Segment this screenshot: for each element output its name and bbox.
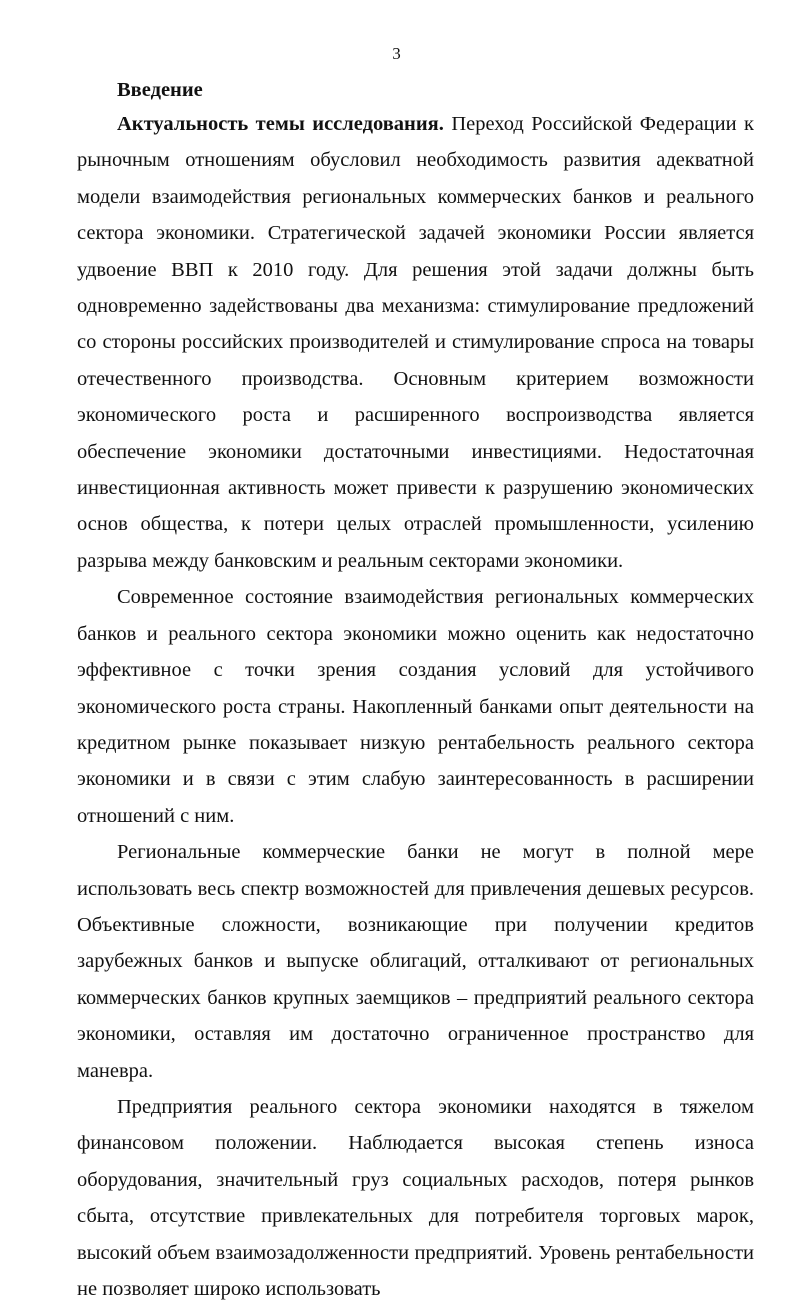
paragraph-current-state [77,579,754,834]
paragraph-text: Современное состояние взаимодействия региональных коммерческих банков и реального сектора экономики можно оценить как недостаточно эффективное с точки зрения создания условий для устойчивого экономического роста страны. Накопленный банками опыт деятельности на кредитном рынке показывает низкую рентабельность реального сектора экономики и в связи с этим слабую заинтересованность в расширении отношений с ним. [77,586,754,827]
page-content [77,74,754,1307]
paragraph-text: Переход Российской Федерации к рыночным отношениям обусловил необходимость развития адекватной модели взаимодействия региональных коммерческих банков и реального сектора экономики. Стратегической задачей экономики России является удвоение ВВП к 2010 году. Для решения этой задачи должны быть одновременно задействованы два механизма: стимулирование предложений со стороны российских производителей и стимулирование спроса на товары отечественного производства. Основным критерием возможности экономического роста и расширенного воспроизводства является обеспечение экономики достаточными инвестициями. Недостаточная инвестиционная активность может привести к разрушению экономических основ общества, к потери целых отраслей промышленности, усилению разрыва между банковским и реальным секторами экономики. [77,113,754,572]
section-heading: Введение [117,79,203,101]
paragraph-relevance [77,106,754,579]
paragraph-text: Предприятия реального сектора экономики находятся в тяжелом финансовом положении. Наблюдается высокая степень износа оборудования, значительный груз социальных расходов, потеря рынков сбыта, отсутствие привлекательных для потребителя торговых марок, высокий объем взаимозадолженности предприятий. Уровень рентабельности не позволяет широко использовать [77,1095,754,1300]
paragraph-regional-banks [77,834,754,1089]
page-number: 3 [392,44,401,63]
paragraph-text: Региональные коммерческие банки не могут в полной мере использовать весь спектр возможностей для привлечения дешевых ресурсов. Объективные сложности, возникающие при получении кредитов зарубежных банков и выпуске облигаций, отталкивают от региональных коммерческих банков крупных заемщиков – предприятий реального сектора экономики, оставляя им достаточно ограниченное пространство для маневра. [77,841,754,1082]
paragraph-enterprises [77,1089,754,1307]
paragraph-lead: Актуальность темы исследования. [117,113,444,135]
